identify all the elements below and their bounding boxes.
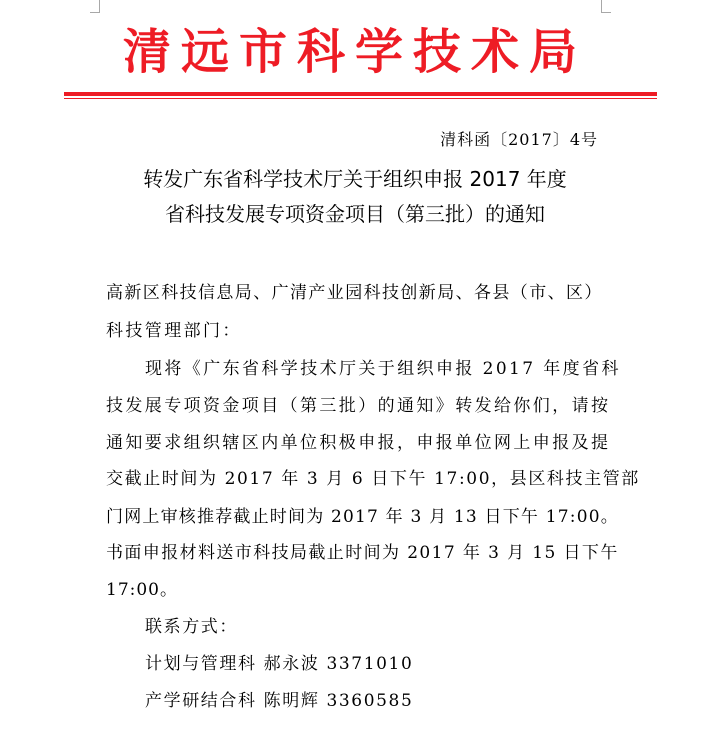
contact-dept: 产学研结合科: [145, 691, 257, 711]
crop-mark-top-left: [90, 0, 100, 13]
body-line-3: 通知要求组织辖区内单位积极申报，申报单位网上申报及提: [106, 433, 611, 453]
contact-phone: 3371010: [326, 654, 414, 674]
addressee-line-1: 高新区科技信息局、广清产业园科技创新局、各县（市、区）: [106, 283, 603, 303]
letterhead-rule-thick: [64, 92, 657, 96]
body-line-1: 现将《广东省科学技术厅关于组织申报 2017 年度省科: [145, 359, 621, 379]
contact-entry: [145, 689, 413, 713]
letterhead-title: 清远市科学技术局: [122, 24, 587, 80]
contact-phone: 3360585: [326, 691, 414, 711]
body-line-6: 书面申报材料送市科技局截止时间为 2017 年 3 月 15 日下午: [106, 543, 619, 563]
body-line-7: 17:00。: [106, 580, 178, 600]
letterhead-rule-thin: [64, 98, 657, 99]
addressee-line-2: 科技管理部门：: [106, 321, 242, 341]
document-title-line-1: 转发广东省科学技术厅关于组织申报 2017 年度: [143, 167, 567, 191]
contact-entry: [145, 652, 413, 676]
crop-mark-top-right: [601, 0, 611, 13]
contact-name: 郝永波: [263, 654, 320, 674]
document-number: 清科函〔2017〕4号: [440, 130, 598, 149]
contact-dept: 计划与管理科: [145, 654, 257, 674]
document-title-line-2: 省科技发展专项资金项目（第三批）的通知: [165, 202, 545, 226]
contact-name: 陈明辉: [263, 691, 320, 711]
body-line-4: 交截止时间为 2017 年 3 月 6 日下午 17:00，县区科技主管部: [106, 469, 640, 489]
body-line-5: 门网上审核推荐截止时间为 2017 年 3 月 13 日下午 17:00。: [106, 507, 619, 527]
contact-heading: 联系方式：: [145, 617, 238, 637]
body-line-2: 技发展专项资金项目（第三批）的通知》转发给你们，请按: [106, 396, 611, 416]
